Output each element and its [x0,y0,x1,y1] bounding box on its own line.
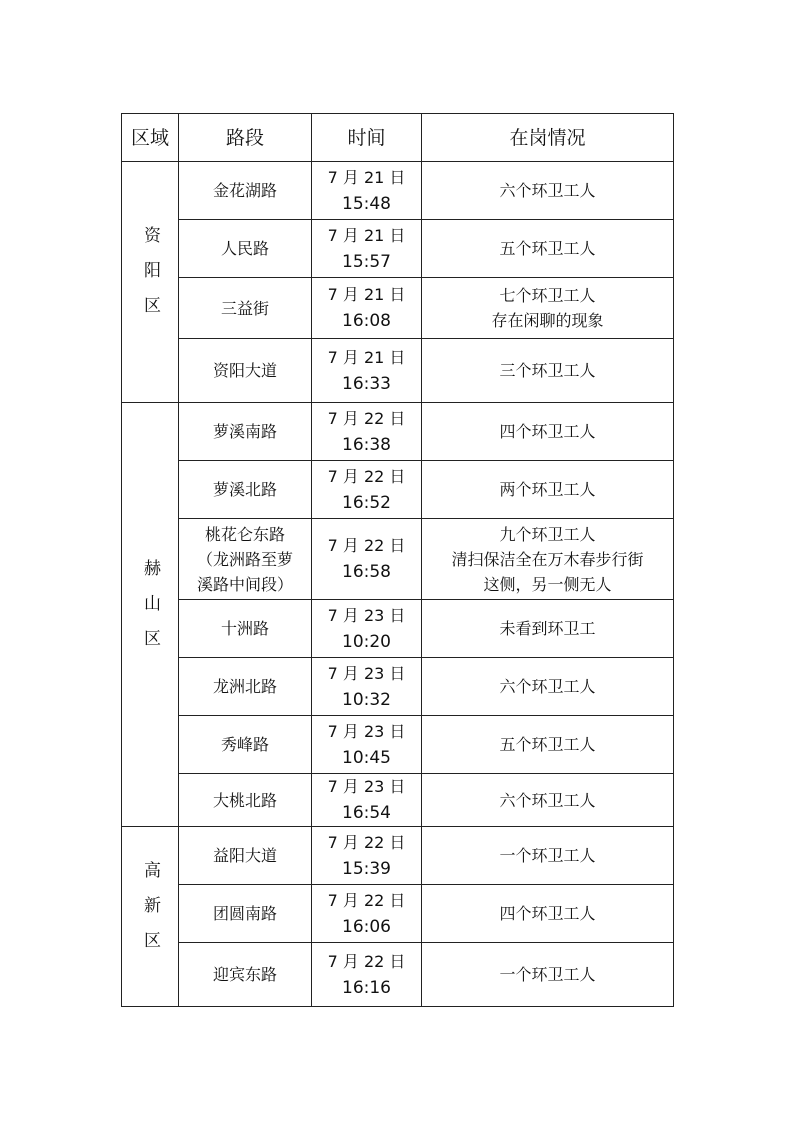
clock-text: 15:48 [342,193,391,214]
status-text: 九个环卫工人 [499,524,596,544]
road-cell [179,885,312,943]
date-text: 7 月 21 日 [327,167,406,187]
time-cell [312,658,422,716]
clock-text: 16:38 [342,434,391,455]
status-text: 六个环卫工人 [499,790,596,810]
road-name: （龙洲路至萝 [196,549,293,569]
status-cell [422,519,674,600]
date-text: 7 月 23 日 [327,663,406,683]
road-name: 秀峰路 [220,735,269,754]
time-cell [312,600,422,658]
date-text: 7 月 22 日 [327,832,406,852]
region-cell [122,403,179,827]
road-cell [179,339,312,403]
inspection-table [121,113,674,1007]
road-cell [179,278,312,339]
clock-text: 16:06 [342,916,391,937]
road-name: 资阳大道 [212,361,277,380]
clock-text: 16:52 [342,492,391,513]
table-row [122,658,674,716]
time-cell [312,885,422,943]
date-text: 7 月 21 日 [327,347,406,367]
status-cell [422,827,674,885]
status-cell [422,339,674,403]
status-cell [422,716,674,774]
date-text: 7 月 22 日 [327,536,406,555]
time-cell [312,519,422,600]
time-cell [312,461,422,519]
status-cell [422,600,674,658]
status-cell [422,162,674,220]
road-cell [179,600,312,658]
date-text: 7 月 21 日 [327,225,406,245]
road-name: 团圆南路 [212,904,277,923]
time-cell [312,943,422,1007]
road-name: 迎宾东路 [212,965,277,984]
road-name: 溪路中间段） [196,574,293,594]
table-row [122,519,674,600]
status-cell [422,403,674,461]
time-cell [312,716,422,774]
road-cell [179,220,312,278]
header-row [122,114,674,162]
road-name: 益阳大道 [212,846,277,865]
region-label: 高新区 [140,860,160,966]
status-cell [422,943,674,1007]
road-name: 十洲路 [220,619,269,638]
status-text: 两个环卫工人 [499,480,596,499]
table-row [122,278,674,339]
date-text: 7 月 22 日 [327,951,406,971]
date-text: 7 月 22 日 [327,408,406,428]
status-text: 未看到环卫工 [499,619,596,638]
clock-text: 16:16 [342,977,391,998]
status-cell [422,885,674,943]
clock-text: 10:20 [342,631,391,652]
date-text: 7 月 23 日 [327,721,406,741]
road-name: 萝溪北路 [212,480,277,499]
time-cell [312,403,422,461]
status-text: 存在闲聊的现象 [491,311,604,330]
clock-text: 16:33 [342,373,391,394]
table-row [122,943,674,1007]
header-time: 时间 [312,114,422,162]
road-cell [179,943,312,1007]
road-cell [179,774,312,827]
road-cell [179,716,312,774]
table-row [122,774,674,827]
status-text: 这侧，另一侧无人 [483,574,612,594]
time-cell [312,339,422,403]
status-text: 三个环卫工人 [499,361,596,380]
table-row [122,162,674,220]
road-cell [179,519,312,600]
clock-text: 10:45 [342,747,391,768]
time-cell [312,162,422,220]
road-name: 金花湖路 [212,181,277,200]
date-text: 7 月 23 日 [327,777,406,796]
road-cell [179,658,312,716]
clock-text: 10:32 [342,689,391,710]
status-cell [422,278,674,339]
road-name: 桃花仑东路 [204,524,285,544]
table-row [122,461,674,519]
time-cell [312,774,422,827]
status-text: 四个环卫工人 [499,904,596,923]
time-cell [312,827,422,885]
status-text: 五个环卫工人 [499,735,596,754]
status-cell [422,461,674,519]
road-cell [179,827,312,885]
table-row [122,827,674,885]
date-text: 7 月 22 日 [327,890,406,910]
header-road: 路段 [179,114,312,162]
road-name: 三益街 [220,298,269,318]
region-label: 赫山区 [140,558,160,664]
road-name: 人民路 [220,239,269,258]
table-row [122,220,674,278]
table-body [122,162,674,1007]
table-row [122,716,674,774]
status-text: 六个环卫工人 [499,677,596,696]
road-cell [179,403,312,461]
status-text: 七个环卫工人 [499,286,596,305]
status-text: 四个环卫工人 [499,422,596,441]
clock-text: 16:54 [342,803,391,823]
road-cell [179,461,312,519]
date-text: 7 月 21 日 [327,285,406,304]
region-cell [122,827,179,1007]
status-text: 五个环卫工人 [499,239,596,258]
status-text: 一个环卫工人 [499,846,596,865]
road-cell [179,162,312,220]
clock-text: 16:08 [342,311,391,331]
clock-text: 15:39 [342,858,391,879]
clock-text: 16:58 [342,562,391,582]
clock-text: 15:57 [342,251,391,272]
status-text: 六个环卫工人 [499,181,596,200]
region-cell [122,162,179,403]
road-name: 萝溪南路 [212,422,277,441]
status-text: 一个环卫工人 [499,965,596,984]
status-text: 清扫保洁全在万木春步行街 [451,549,644,569]
header-status: 在岗情况 [422,114,674,162]
table-row [122,339,674,403]
region-label: 资阳区 [140,226,160,331]
road-name: 龙洲北路 [212,677,277,696]
time-cell [312,278,422,339]
header-region: 区域 [122,114,179,162]
table-row [122,600,674,658]
status-cell [422,774,674,827]
date-text: 7 月 22 日 [327,466,406,486]
time-cell [312,220,422,278]
date-text: 7 月 23 日 [327,605,406,625]
table-row [122,403,674,461]
road-name: 大桃北路 [212,790,277,810]
status-cell [422,220,674,278]
status-cell [422,658,674,716]
table-row [122,885,674,943]
